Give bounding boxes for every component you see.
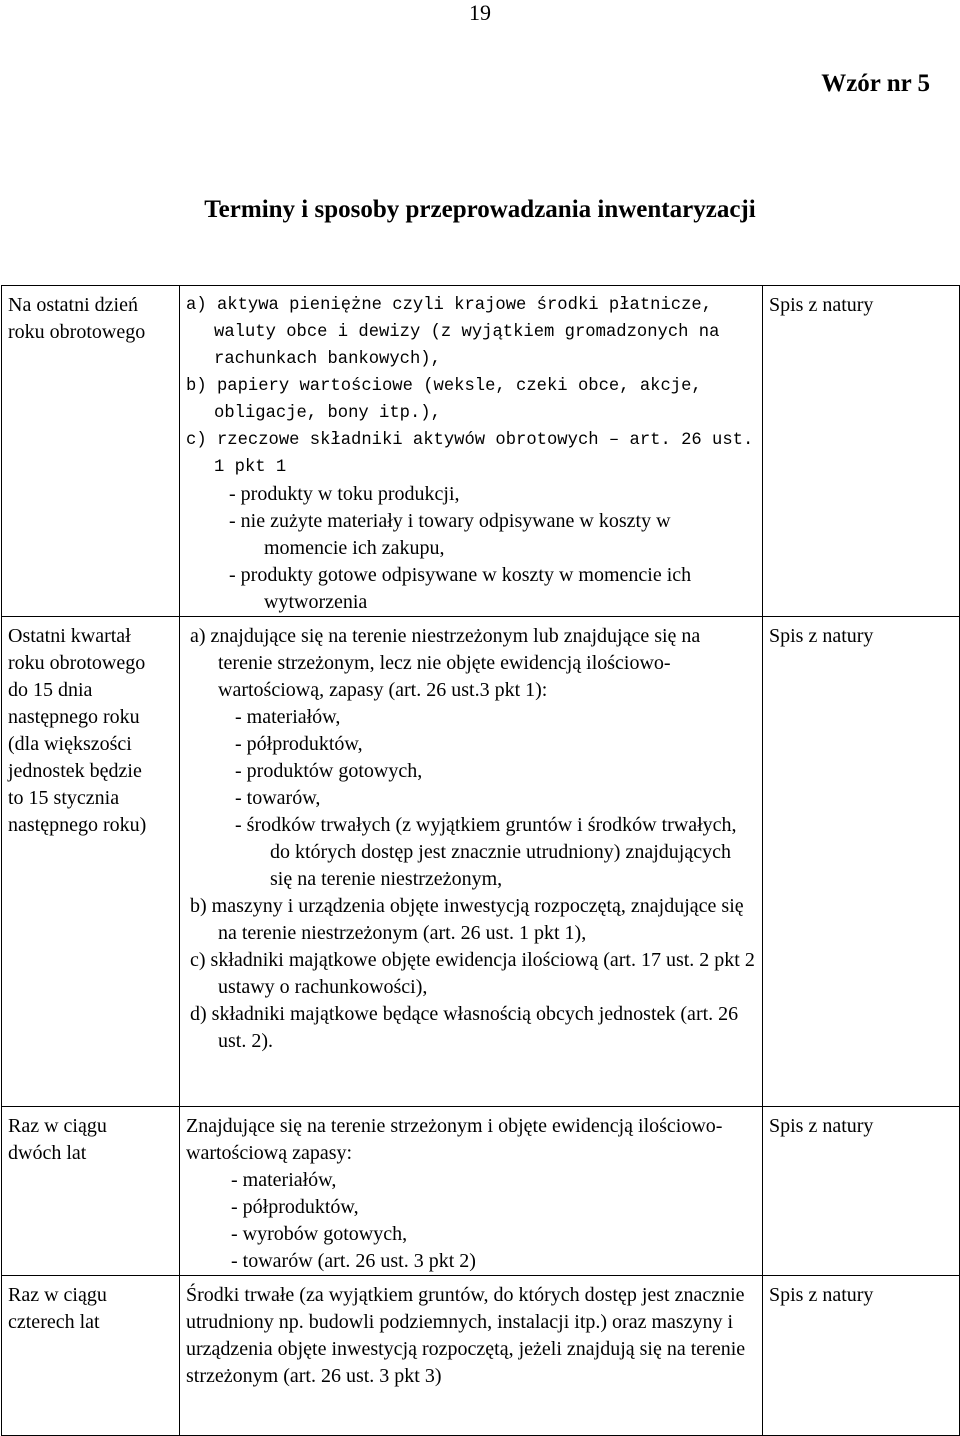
list-item: - materiałów, bbox=[231, 1169, 337, 1191]
term-cell bbox=[2, 1107, 180, 1276]
page-number: 19 bbox=[469, 0, 491, 25]
scope-cell bbox=[180, 1276, 763, 1436]
term-line: roku obrotowego bbox=[8, 321, 146, 343]
list-item: b) papiery wartościowe (weksle, czeki obce, akcje, obligacje, bony itp.), bbox=[186, 377, 702, 423]
list-item: - towarów, bbox=[235, 787, 321, 809]
list-item: c) rzeczowe składniki aktywów obrotowych – art. 26 ust. 1 pkt 1 bbox=[186, 431, 754, 477]
template-label: Wzór nr 5 bbox=[821, 70, 930, 97]
term-line: do 15 dnia bbox=[8, 679, 93, 701]
document-title: Terminy i sposoby przeprowadzania inwentaryzacji bbox=[204, 196, 756, 223]
term-line: jednostek będzie bbox=[8, 760, 142, 782]
list-item: - produkty gotowe odpisywane w koszty w momencie ich wytworzenia bbox=[229, 564, 692, 613]
term-line: czterech lat bbox=[8, 1311, 100, 1333]
list-item: - materiałów, bbox=[235, 706, 341, 728]
scope-cell bbox=[180, 1107, 763, 1276]
term-line: dwóch lat bbox=[8, 1142, 87, 1164]
list-item: Znajdujące się na terenie strzeżonym i objęte ewidencją ilościowo-wartościową zapasy: bbox=[186, 1115, 723, 1164]
term-cell bbox=[2, 1276, 180, 1436]
table-row bbox=[2, 617, 960, 1107]
method-cell: Spis z natury bbox=[763, 1107, 960, 1276]
list-item: - środków trwałych (z wyjątkiem gruntów i środków trwałych, do których dostęp jest znacznie utrudniony) znajdujących się na terenie niestrzeżonym, bbox=[235, 814, 737, 890]
term-line: Na ostatni dzień bbox=[8, 294, 138, 316]
table-row bbox=[2, 1276, 960, 1436]
list-item: Środki trwałe (za wyjątkiem gruntów, do których dostęp jest znacznie utrudniony np. budowli podziemnych, instalacji itp.) oraz maszyny i urządzenia objęte inwestycją rozpoczętą, jeżeli znajdują się na terenie strzeżonym (art. 26 ust. 3 pkt 3) bbox=[186, 1284, 746, 1387]
list-item: b) maszyny i urządzenia objęte inwestycją rozpoczętą, znajdujące się na terenie niestrzeżonym (art. 26 ust. 1 pkt 1), bbox=[190, 895, 744, 944]
inventory-schedule-table bbox=[1, 285, 960, 1436]
scope-cell bbox=[180, 286, 763, 617]
table-row bbox=[2, 286, 960, 617]
scope-cell bbox=[180, 617, 763, 1107]
term-line: Raz w ciągu bbox=[8, 1115, 107, 1137]
term-line: następnego roku) bbox=[8, 814, 147, 836]
list-item: c) składniki majątkowe objęte ewidencja ilościową (art. 17 ust. 2 pkt 2 ustawy o rachunkowości), bbox=[190, 949, 755, 998]
list-item: - wyrobów gotowych, bbox=[231, 1223, 408, 1245]
list-item: - półproduktów, bbox=[231, 1196, 359, 1218]
list-item: - produktów gotowych, bbox=[235, 760, 423, 782]
term-line: to 15 stycznia bbox=[8, 787, 120, 809]
list-item: - nie zużyte materiały i towary odpisywane w koszty w momencie ich zakupu, bbox=[229, 510, 671, 559]
term-cell bbox=[2, 617, 180, 1107]
list-item: - produkty w toku produkcji, bbox=[229, 483, 460, 505]
term-line: następnego roku bbox=[8, 706, 140, 728]
list-item: - półproduktów, bbox=[235, 733, 363, 755]
term-cell bbox=[2, 286, 180, 617]
term-line: Raz w ciągu bbox=[8, 1284, 107, 1306]
method-cell: Spis z natury bbox=[763, 617, 960, 1107]
list-item: - towarów (art. 26 ust. 3 pkt 2) bbox=[231, 1250, 476, 1272]
list-item: a) znajdujące się na terenie niestrzeżonym lub znajdujące się na terenie strzeżonym, lecz nie objęte ewidencją ilościowo-wartościową, zapasy (art. 26 ust.3 pkt 1): bbox=[190, 625, 701, 701]
table-row bbox=[2, 1107, 960, 1276]
term-line: Ostatni kwartał bbox=[8, 625, 131, 647]
term-line: (dla większości bbox=[8, 733, 132, 755]
method-cell: Spis z natury bbox=[763, 286, 960, 617]
list-item: d) składniki majątkowe będące własnością obcych jednostek (art. 26 ust. 2). bbox=[190, 1003, 739, 1052]
list-item: a) aktywa pieniężne czyli krajowe środki płatnicze, waluty obce i dewizy (z wyjątkiem gromadzonych na rachunkach bankowych), bbox=[186, 296, 720, 369]
term-line: roku obrotowego bbox=[8, 652, 146, 674]
method-cell: Spis z natury bbox=[763, 1276, 960, 1436]
